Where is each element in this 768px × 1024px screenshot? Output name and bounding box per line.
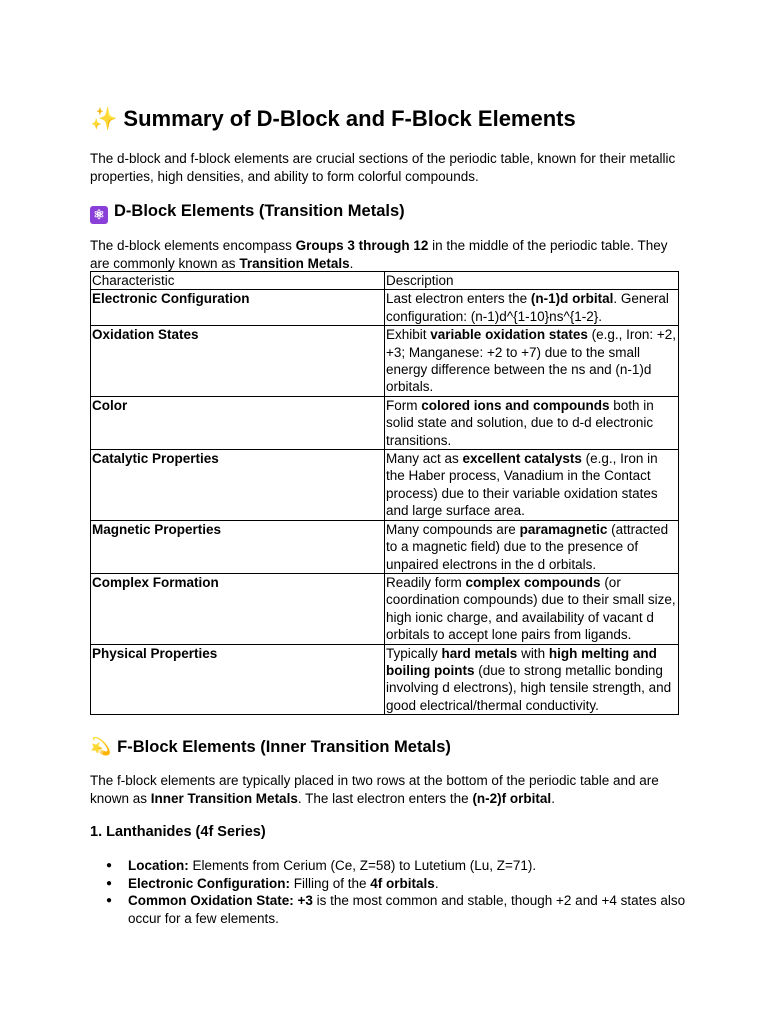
- list-item: [106, 875, 686, 893]
- f-intro-bold: Inner Transition Metals: [150, 790, 298, 806]
- lanthanides-list: [106, 857, 686, 927]
- bullet-label: Electronic Configuration:: [128, 875, 290, 891]
- bullet-bold: 4f orbitals: [370, 875, 435, 891]
- table-row: [91, 573, 679, 644]
- description-cell: [385, 450, 679, 521]
- description-bold: paramagnetic: [519, 521, 608, 537]
- description-cell: [385, 396, 679, 449]
- description-bold: excellent catalysts: [462, 451, 582, 467]
- characteristic-cell: Complex Formation: [91, 573, 385, 644]
- table-row: [91, 396, 679, 449]
- d-block-heading-text: D-Block Elements (Transition Metals): [114, 202, 405, 220]
- dizzy-icon: 💫: [90, 737, 112, 756]
- d-block-heading: [90, 202, 405, 224]
- table-header-cell: Description: [385, 272, 679, 290]
- f-intro-part: The f-block elements are typically placed in two rows at the bottom of the periodic table and are known as: [90, 773, 659, 806]
- description-text: (or coordination compounds) due to their small size, high ionic charge, and availability of vacant d orbitals to accept lone pairs from ligands.: [386, 574, 676, 643]
- f-block-intro: [90, 772, 685, 807]
- atom-icon: ⚛: [90, 206, 108, 224]
- list-item: [106, 857, 686, 875]
- d-intro-part: The d-block elements encompass: [90, 238, 296, 253]
- page-title: [90, 106, 576, 132]
- description-text: Typically: [386, 645, 442, 661]
- description-text: Form: [386, 397, 422, 413]
- characteristic-cell: Electronic Configuration: [91, 290, 385, 326]
- description-text: both in solid state and solution, due to d-d electronic transitions.: [386, 397, 654, 448]
- bullet-text: Filling of the: [290, 875, 371, 891]
- description-cell: [385, 520, 679, 573]
- table-row: [91, 520, 679, 573]
- characteristic-cell: Color: [91, 396, 385, 449]
- description-bold: hard metals: [441, 645, 518, 661]
- lanthanides-heading: 1. Lanthanides (4f Series): [90, 824, 266, 840]
- description-bold: (n-1)d orbital: [530, 291, 614, 307]
- table-header-cell: Characteristic: [91, 272, 385, 290]
- f-intro-part: .: [551, 790, 555, 806]
- f-block-heading-text: F-Block Elements (Inner Transition Metals): [117, 738, 451, 756]
- description-text: with: [517, 645, 549, 661]
- characteristic-cell: Catalytic Properties: [91, 450, 385, 521]
- description-cell: [385, 326, 679, 397]
- d-intro-part: in the middle of the periodic table. They are commonly known as: [90, 238, 668, 271]
- table-row: [91, 644, 679, 715]
- description-text: . General configuration: (n-1)d^{1-10}ns^{1-2}.: [386, 291, 669, 324]
- list-item: [106, 892, 686, 927]
- description-text: Many compounds are: [386, 521, 520, 537]
- characteristic-cell: Oxidation States: [91, 326, 385, 397]
- d-intro-bold: Groups 3 through 12: [295, 238, 429, 253]
- description-bold: variable oxidation states: [430, 327, 588, 343]
- table-row: [91, 326, 679, 397]
- characteristic-cell: Physical Properties: [91, 644, 385, 715]
- description-text: (attracted to a magnetic field) due to the presence of unpaired electrons in the d orbitals.: [386, 521, 669, 572]
- description-cell: [385, 290, 679, 326]
- description-text: (e.g., Iron in the Haber process, Vanadium in the Contact process) due to their variable oxidation states and large surface area.: [386, 451, 658, 519]
- f-intro-part: . The last electron enters the: [297, 790, 473, 806]
- description-text: Last electron enters the: [386, 291, 531, 307]
- d-intro-bold: Transition Metals: [239, 255, 350, 271]
- d-block-intro: [90, 237, 690, 272]
- f-intro-bold: (n-2)f orbital: [472, 790, 552, 806]
- f-block-heading: [90, 737, 451, 757]
- description-text: (due to strong metallic bonding involving d electrons), high tensile strength, and good electrical/thermal conductivity.: [386, 662, 672, 713]
- table-row: [91, 450, 679, 521]
- description-cell: [385, 573, 679, 644]
- bullet-text: Elements from Cerium (Ce, Z=58) to Lutetium (Lu, Z=71).: [188, 858, 537, 873]
- d-block-table: [90, 271, 679, 715]
- table-header-row: [91, 272, 679, 290]
- description-cell: [385, 644, 679, 715]
- description-text: Exhibit: [386, 327, 431, 343]
- bullet-label: Location:: [128, 858, 189, 873]
- page-title-text: Summary of D-Block and F-Block Elements: [123, 106, 576, 131]
- table-row: [91, 290, 679, 326]
- sparkles-icon: ✨: [90, 106, 118, 131]
- bullet-label: Common Oxidation State: +3: [128, 893, 313, 908]
- description-bold: high melting and boiling points: [386, 645, 657, 678]
- description-text: Readily form: [386, 574, 466, 590]
- bullet-text: is the most common and stable, though +2 and +4 states also occur for a few elements.: [128, 893, 686, 926]
- d-intro-part: .: [349, 255, 354, 271]
- description-bold: complex compounds: [465, 574, 601, 590]
- characteristic-cell: Magnetic Properties: [91, 520, 385, 573]
- description-text: Many act as: [386, 451, 463, 467]
- intro-paragraph: The d-block and f-block elements are crucial sections of the periodic table, known for their metallic properties, high densities, and ability to form colorful compounds.: [90, 151, 676, 184]
- bullet-text: .: [434, 875, 439, 891]
- description-bold: colored ions and compounds: [421, 397, 610, 413]
- description-text: (e.g., Iron: +2, +3; Manganese: +2 to +7) due to the small energy difference between the ns and (n-1)d orbitals.: [386, 327, 677, 395]
